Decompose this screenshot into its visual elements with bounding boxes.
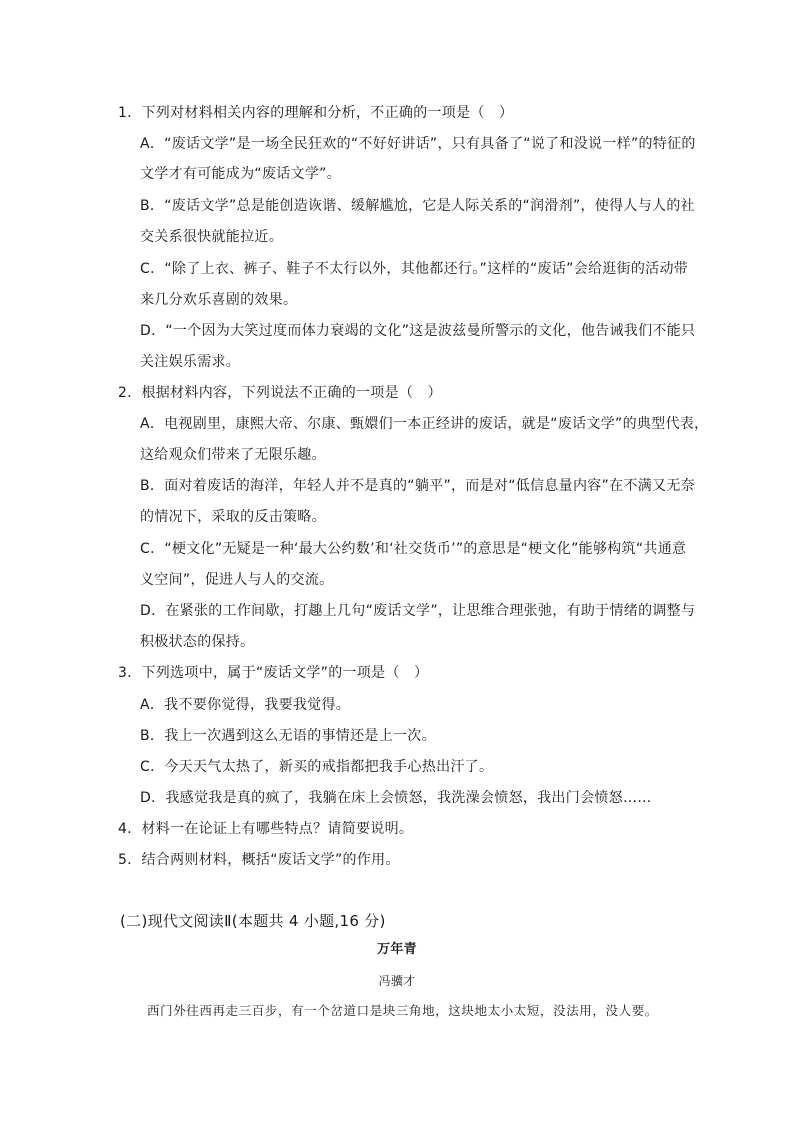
question-5-stem: 5．结合两则材料，概括“废话文学”的作用。 (118, 852, 400, 868)
q2-option-b-line1: B．面对着废话的海洋，年轻人并不是真的“躺平”，而是对“低信息量内容”在不满又无奈 (140, 478, 695, 494)
q2-option-d-line1: D．在紧张的工作间歇，打趣上几句“废话文学”，让思维合理张弛，有助于情绪的调整与 (140, 603, 696, 619)
q2-option-d-line2: 积极状态的保持。 (140, 634, 255, 650)
q2-option-a-line2: 这给观众们带来了无限乐趣。 (140, 447, 326, 463)
q2-option-b-line2: 的情况下，采取的反击策略。 (140, 509, 326, 525)
question-1-stem: 1．下列对材料相关内容的理解和分析，不正确的一项是（ ） (118, 105, 514, 121)
q1-option-d-line1: D．“一个因为大笑过度而体力衰竭的文化”这是波兹曼所警示的文化，他告诫我们不能只 (140, 323, 696, 339)
q1-option-b-line1: B．“废话文学”总是能创造诙谐、缓解尴尬，它是人际关系的“润滑剂”，使得人与人的社 (140, 198, 695, 214)
q1-option-c-line2: 来几分欢乐喜剧的效果。 (140, 292, 298, 308)
q3-option-d: D．我感觉我是真的疯了，我躺在床上会愤怒，我洗澡会愤怒，我出门会愤怒…… (140, 790, 652, 806)
q2-option-c-line2: 义空间”，促进人与人的交流。 (140, 572, 334, 588)
q3-option-b: B．我上一次遇到这么无语的事情还是上一次。 (140, 728, 436, 744)
q1-option-a-line2: 文学才有可能成为“废话文学”。 (140, 166, 342, 182)
passage-first-line: 西门外往西再走三百步，有一个岔道口是块三角地，这块地太小太短，没法用，没人要。 (147, 1003, 658, 1018)
section-heading: (二)现代文阅读Ⅱ(本题共 4 小题,16 分) (120, 912, 386, 930)
passage-title: 万年青 (377, 942, 417, 957)
q3-option-a: A．我不要你觉得，我要我觉得。 (140, 697, 351, 713)
passage-author: 冯骥才 (378, 974, 416, 988)
q1-option-b-line2: 交关系很快就能拉近。 (140, 229, 283, 245)
q3-option-c: C．今天天气太热了，新买的戒指都把我手心热出汗了。 (140, 759, 494, 775)
q1-option-a-line1: A．“废话文学”是一场全民狂欢的“不好好讲话”，只有具备了“说了和没说一样”的特征的 (140, 136, 696, 152)
question-2-stem: 2．根据材料内容，下列说法不正确的一项是（ ） (118, 385, 442, 401)
q1-option-d-line2: 关注娱乐需求。 (140, 354, 241, 370)
q2-option-a-line1: A．电视剧里，康熙大帝、尔康、甄嬛们一本正经讲的废话，就是“废话文学”的典型代表， (140, 416, 709, 432)
question-3-stem: 3．下列选项中，属于“废话文学”的一项是（ ） (118, 665, 429, 681)
question-4-stem: 4．材料一在论证上有哪些特点？请简要说明。 (118, 821, 414, 837)
q1-option-c-line1: C．“除了上衣、裤子、鞋子不太行以外，其他都还行。”这样的“废话”会给逛街的活动带 (140, 261, 689, 277)
q2-option-c-line1: C．“梗文化”无疑是一种‘最大公约数’和‘社交货币’”的意思是“梗文化”能够构筑“共通意 (140, 541, 687, 557)
